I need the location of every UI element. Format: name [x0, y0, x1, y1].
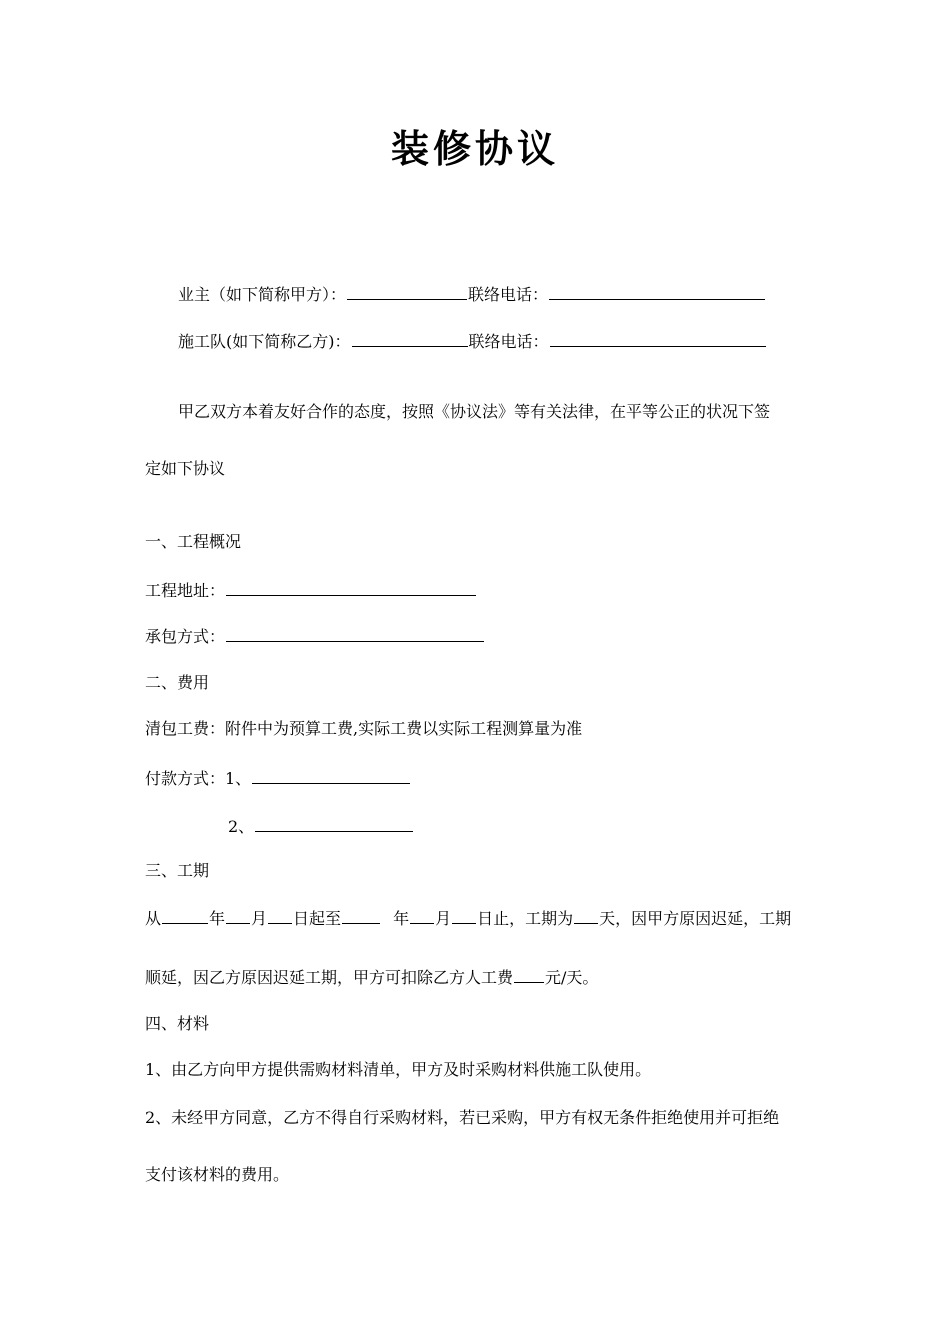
period-month2: 月 — [435, 909, 452, 928]
owner-name-blank[interactable] — [347, 283, 467, 300]
payment-label: 付款方式：1、 — [145, 769, 252, 788]
team-label: 施工队(如下简称乙方)： — [178, 332, 351, 351]
period-month: 月 — [251, 909, 268, 928]
duration-days-blank[interactable] — [574, 907, 598, 924]
end-month-blank[interactable] — [410, 907, 434, 924]
end-day-blank[interactable] — [452, 907, 476, 924]
owner-phone-label: 联络电话： — [468, 285, 549, 304]
payment-2-blank[interactable] — [255, 815, 413, 832]
contract-method-label: 承包方式： — [145, 627, 226, 646]
period-days-text: 天，因甲方原因迟延，工期 — [599, 909, 792, 928]
period-from: 从 — [145, 909, 162, 928]
penalty-amount-blank[interactable] — [514, 966, 544, 983]
owner-label: 业主（如下简称甲方）： — [178, 285, 347, 304]
intro-line-1: 甲乙双方本着友好合作的态度，按照《协议法》等有关法律，在平等公正的状况下签 — [178, 402, 771, 421]
period-day-end: 日止，工期为 — [477, 909, 574, 928]
contract-method-blank[interactable] — [226, 625, 484, 642]
end-year-blank[interactable] — [342, 907, 380, 924]
team-name-blank[interactable] — [352, 330, 468, 347]
owner-phone-blank[interactable] — [549, 283, 765, 300]
payment-line-2 — [228, 815, 414, 837]
period-line-2 — [145, 966, 598, 988]
period-day-to: 日起至 — [293, 909, 342, 928]
section3-heading: 三、工期 — [145, 861, 210, 880]
contract-method-line — [145, 625, 485, 647]
period-line2b: 元/天。 — [545, 968, 599, 987]
start-month-blank[interactable] — [226, 907, 250, 924]
payment-item2-label: 2、 — [228, 817, 255, 836]
document-title: 装修协议 — [390, 127, 559, 171]
period-year2: 年 — [393, 909, 410, 928]
material-item-2-line-1: 2、未经甲方同意，乙方不得自行采购材料，若已采购，甲方有权无条件拒绝使用并可拒绝 — [145, 1108, 780, 1127]
owner-line — [178, 283, 766, 305]
intro-line-2: 定如下协议 — [145, 459, 226, 478]
material-item-2-line-2: 支付该材料的费用。 — [145, 1165, 290, 1184]
period-year: 年 — [209, 909, 226, 928]
payment-line-1 — [145, 767, 411, 789]
address-label: 工程地址： — [145, 581, 226, 600]
period-line-1 — [145, 907, 791, 929]
address-line — [145, 579, 477, 601]
payment-1-blank[interactable] — [252, 767, 410, 784]
material-item-1: 1、由乙方向甲方提供需购材料清单，甲方及时采购材料供施工队使用。 — [145, 1060, 652, 1079]
start-year-blank[interactable] — [162, 907, 208, 924]
start-day-blank[interactable] — [268, 907, 292, 924]
labor-fee-text: 清包工费：附件中为预算工费,实际工费以实际工程测算量为准 — [145, 719, 583, 738]
team-phone-label: 联络电话： — [468, 332, 549, 351]
period-line2a: 顺延，因乙方原因迟延工期，甲方可扣除乙方人工费 — [145, 968, 514, 987]
section4-heading: 四、材料 — [145, 1014, 210, 1033]
team-line — [178, 330, 767, 352]
section1-heading: 一、工程概况 — [145, 532, 242, 551]
address-blank[interactable] — [226, 579, 476, 596]
section2-heading: 二、费用 — [145, 673, 210, 692]
team-phone-blank[interactable] — [550, 330, 766, 347]
